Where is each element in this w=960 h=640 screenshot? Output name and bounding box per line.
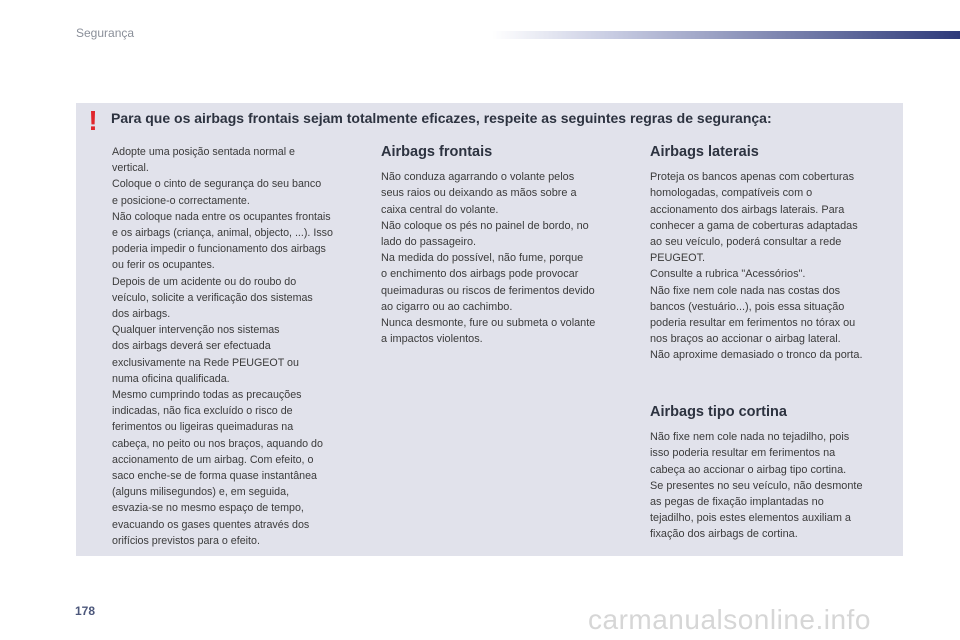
side-airbags-title: Airbags laterais: [650, 144, 759, 160]
page-number: 178: [75, 604, 96, 618]
curtain-airbags-text: Não fixe nem cole nada no tejadilho, pois isso poderia resultar em ferimentos na cabeça ao accionar o airbag tipo cortina. Se presentes no seu veículo, não desmonte as pegas de fixação implantadas no tejadilho, pois estes elementos auxiliam a fixação dos airbags de cortina.: [650, 431, 863, 541]
side-airbags-text: Proteja os bancos apenas com coberturas homologadas, compatíveis com o accionamento dos airbags laterais. Para conhecer a gama de coberturas adaptadas ao seu veículo, poderá consultar a rede PEUGEOT. Consulte a rubrica "Acessórios". Não fixe nem cole nada nas costas dos bancos (vestuário...), pois essa situação poderia resultar em ferimentos no tórax ou nos braços ao accionar o airbag lateral. Não aproxime demasiado o tronco da porta.: [650, 171, 863, 362]
frontal-airbags-text: Não conduza agarrando o volante pelos seus raios ou deixando as mãos sobre a caixa central do volante. Não coloque os pés no painel de bordo, no lado do passageiro. Na medida do possível, não fume, porque o enchimento dos airbags pode provocar queimaduras ou riscos de ferimentos devido ao cigarro ou ao cachimbo. Nunca desmonte, fure ou submeta o volante a impactos violentos.: [381, 171, 596, 346]
header-bar: [492, 31, 960, 39]
section-title: Segurança: [76, 26, 135, 40]
panel-headline: Para que os airbags frontais sejam totalmente eficazes, respeite as seguintes regras de segurança:: [111, 110, 772, 126]
side-airbags-section: [650, 144, 898, 364]
general-rules-text: Adopte uma posição sentada normal e vertical. Coloque o cinto de segurança do seu banco e posicione-o correctamente. Não coloque nada entre os ocupantes frontais e os airbags (criança, animal, objecto, ...). Isso poderia impedir o funcionamento dos airbags ou ferir os ocupantes. Depois de um acidente ou do roubo do veículo, solicite a verificação dos sistemas dos airbags. Qualquer intervenção nos sistemas dos airbags deverá ser efectuada exclusivamente na Rede PEUGEOT ou numa oficina qualificada. Mesmo cumprindo todas as precauções indicadas, não fica excluído o risco de ferimentos ou ligeiras queimaduras na cabeça, no peito ou nos braços, aquando do accionamento de um airbag. Com efeito, o saco enche-se de forma quase instantânea (alguns milisegundos) e, em seguida, esvazia-se no mesmo espaço de tempo, evacuando os gases quentes através dos orifícios previstos para o efeito.: [112, 146, 333, 547]
curtain-airbags-section: [650, 404, 898, 543]
curtain-airbags-title: Airbags tipo cortina: [650, 404, 787, 420]
frontal-airbags-title: Airbags frontais: [381, 144, 493, 160]
frontal-airbags-section: [381, 144, 629, 347]
warning-icon: !: [88, 105, 98, 136]
watermark: carmanualsonline.info: [588, 604, 871, 635]
general-rules-column: [112, 144, 357, 549]
